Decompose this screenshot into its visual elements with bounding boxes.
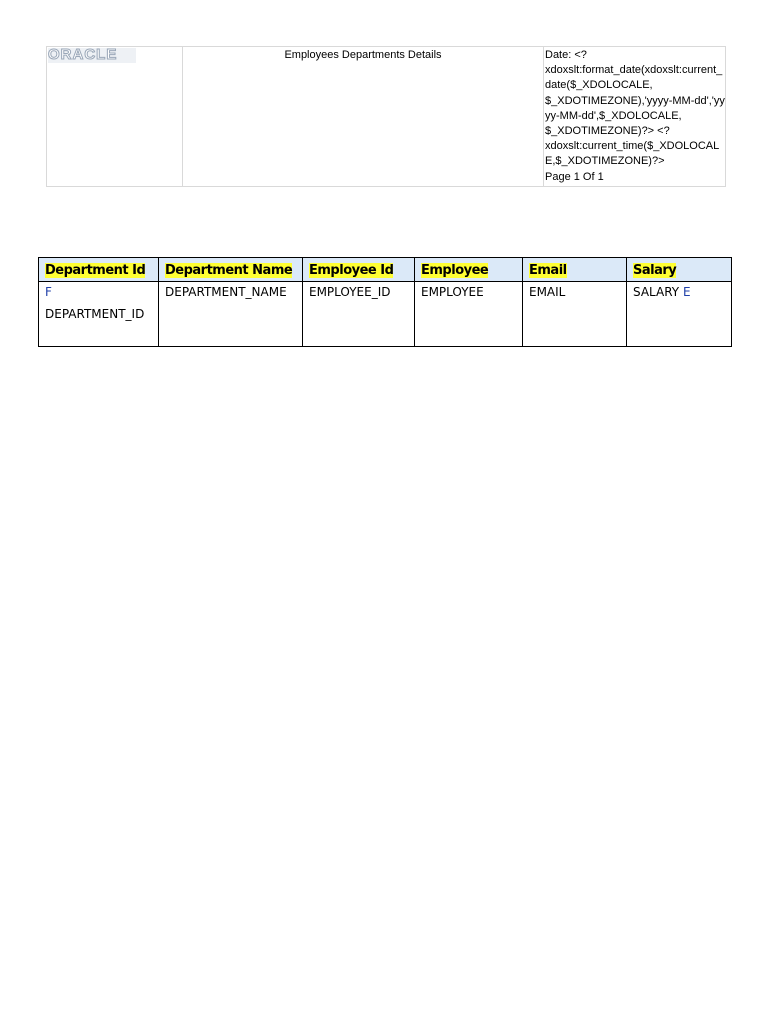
column-header-email: Email [523, 258, 627, 282]
date-line: $_XDOTIMEZONE)?> <? [545, 125, 670, 138]
salary-field: SALARY [633, 285, 680, 299]
page-number: Page 1 Of 1 [545, 170, 604, 183]
oracle-logo: ORACLE [48, 48, 136, 63]
cell-department-id [39, 282, 159, 347]
column-header-employee: Employee [415, 258, 523, 282]
date-line: Date: <? [545, 49, 587, 61]
department-id-field: DEPARTMENT_ID [45, 306, 145, 321]
column-header-department-name: Department Name [159, 258, 303, 282]
cell-employee: EMPLOYEE [415, 282, 523, 347]
table-header-row [39, 258, 732, 282]
table-row [39, 282, 732, 347]
date-line: $_XDOTIMEZONE),'yyyy-MM-dd','yyyy-MM-dd',$_XDOLOCALE, [545, 94, 725, 122]
logo-cell [47, 47, 183, 187]
column-header-employee-id: Employee Id [303, 258, 415, 282]
for-each-marker: F [45, 285, 52, 299]
cell-employee-id: EMPLOYEE_ID [303, 282, 415, 347]
end-marker: E [682, 285, 691, 299]
column-header-salary: Salary [627, 258, 732, 282]
report-header [46, 46, 726, 187]
employees-table [38, 257, 732, 347]
cell-department-name: DEPARTMENT_NAME [159, 282, 303, 347]
cell-salary [627, 282, 732, 347]
date-line: xdoxslt:format_date(xdoxslt:current_date($_XDOLOCALE, [545, 64, 723, 92]
column-header-department-id: Department Id [39, 258, 159, 282]
report-title: Employees Departments Details [183, 47, 544, 187]
date-line: xdoxslt:current_time($_XDOLOCALE,$_XDOTIMEZONE)?> [545, 140, 720, 168]
date-page-info [544, 47, 726, 187]
cell-email: EMAIL [523, 282, 627, 347]
